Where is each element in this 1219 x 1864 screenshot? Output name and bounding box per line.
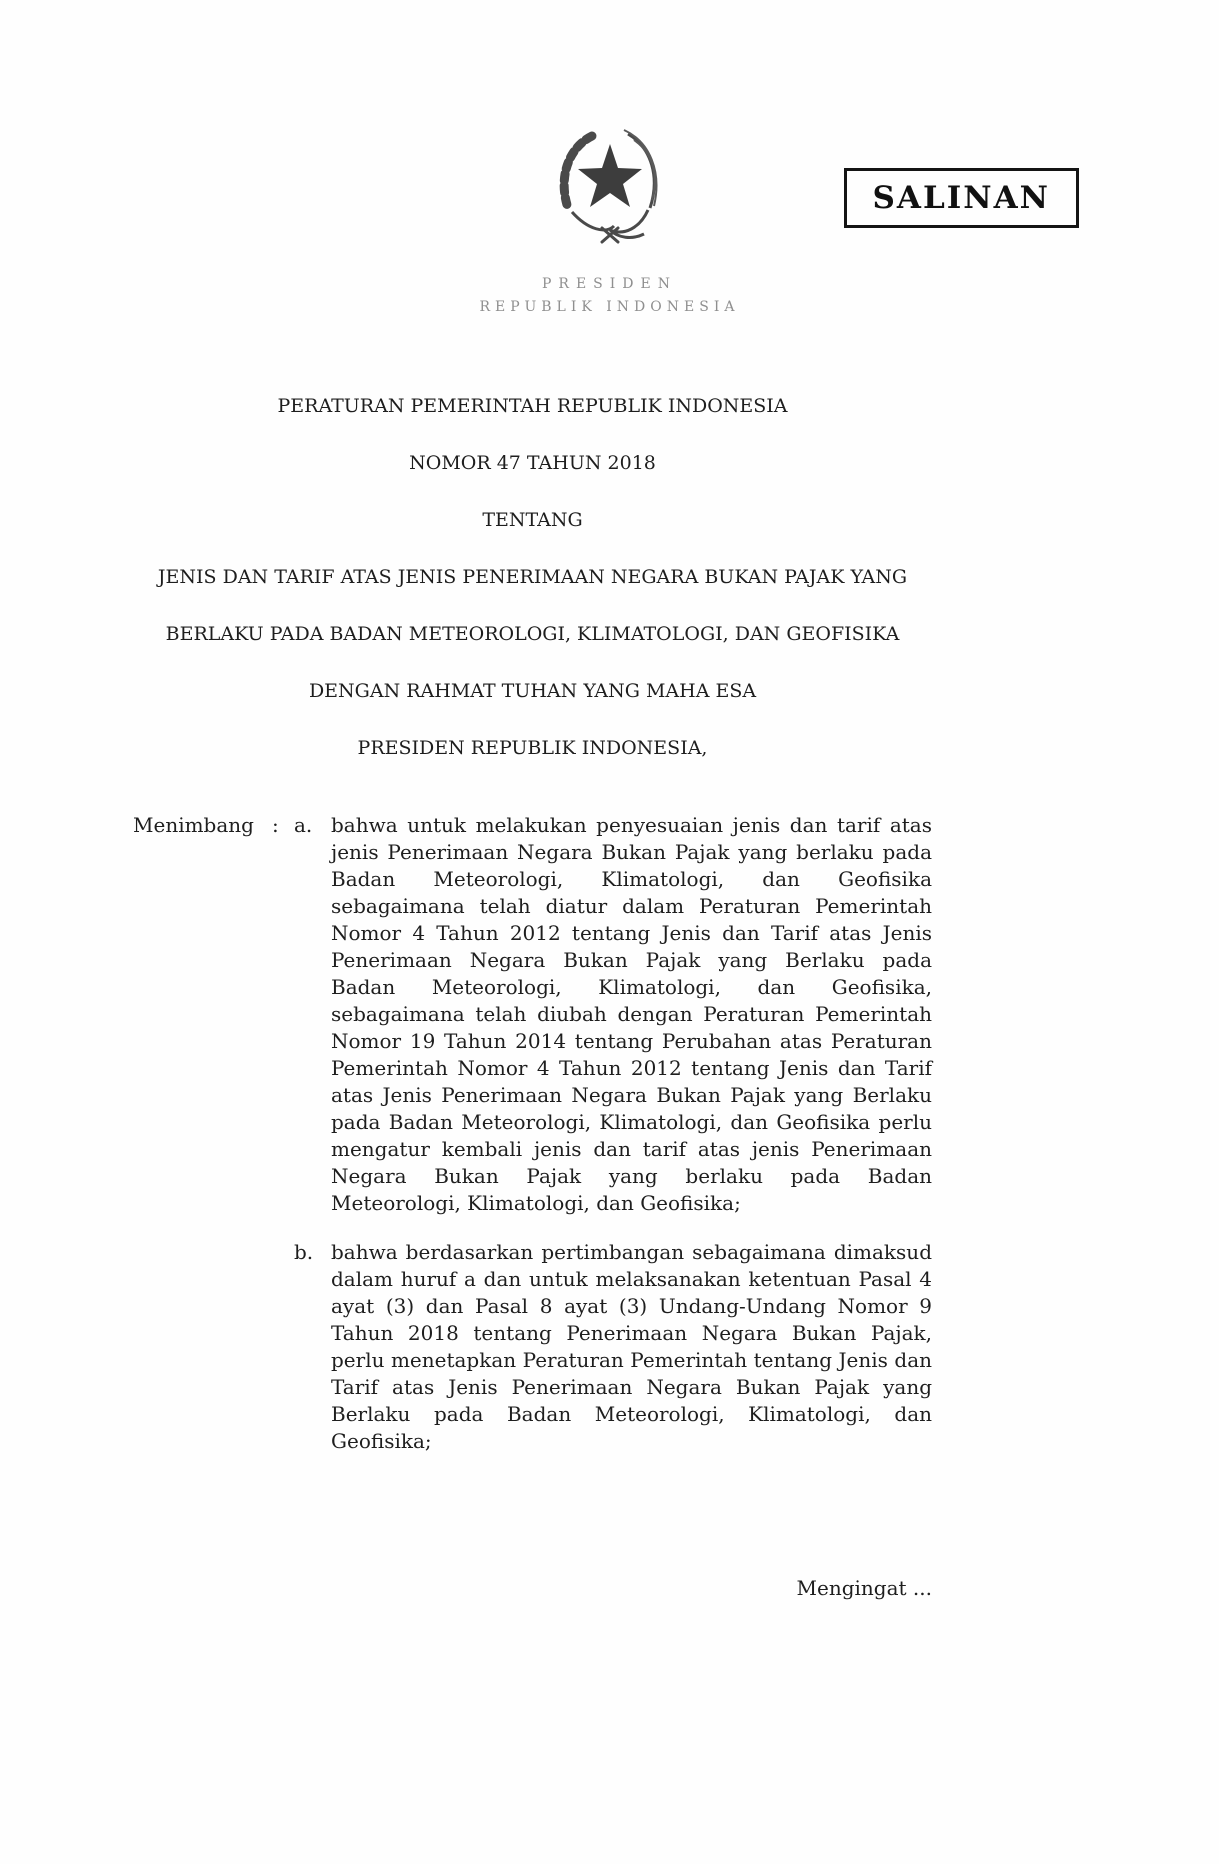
letterhead-presiden: PRESIDEN bbox=[542, 276, 677, 292]
salinan-stamp bbox=[844, 168, 1079, 228]
considering-section bbox=[133, 812, 932, 1455]
item-letter: b. bbox=[294, 1240, 314, 1264]
title-block bbox=[133, 395, 932, 760]
considering-item-a bbox=[294, 812, 932, 1217]
considering-label: Menimbang bbox=[133, 813, 254, 837]
salinan-label: SALINAN bbox=[872, 180, 1050, 216]
title-presiden-ri: PRESIDEN REPUBLIK INDONESIA, bbox=[357, 737, 708, 759]
title-tentang: TENTANG bbox=[482, 509, 583, 531]
garuda-emblem-icon bbox=[548, 126, 672, 254]
letterhead bbox=[0, 0, 1219, 315]
considering-colon: : bbox=[272, 813, 279, 837]
title-invocation: DENGAN RAHMAT TUHAN YANG MAHA ESA bbox=[308, 680, 757, 702]
considering-items bbox=[294, 812, 932, 1455]
title-subject-line-1: JENIS DAN TARIF ATAS JENIS PENERIMAAN NEGARA BUKAN PAJAK YANG bbox=[157, 566, 908, 588]
title-regulation: PERATURAN PEMERINTAH REPUBLIK INDONESIA bbox=[277, 395, 788, 417]
title-subject-line-2: BERLAKU PADA BADAN METEOROLOGI, KLIMATOLOGI, DAN GEOFISIKA bbox=[165, 623, 900, 645]
document-content bbox=[133, 395, 932, 1455]
item-letter: a. bbox=[294, 813, 313, 837]
item-text: bahwa untuk melakukan penyesuaian jenis dan tarif atas jenis Penerimaan Negara Bukan Pajak yang berlaku pada Badan Meteorologi, Klimatologi, dan Geofisika sebagaimana telah diatur dalam Peraturan Pemerintah Nomor 4 Tahun 2012 tentang Jenis dan Tarif atas Jenis Penerimaan Negara Bukan Pajak yang Berlaku pada Badan Meteorologi, Klimatologi, dan Geofisika, sebagaimana telah diubah dengan Peraturan Pemerintah Nomor 19 Tahun 2014 tentang Perubahan atas Peraturan Pemerintah Nomor 4 Tahun 2012 tentang Jenis dan Tarif atas Jenis Penerimaan Negara Bukan Pajak yang Berlaku pada Badan Meteorologi, Klimatologi, dan Geofisika perlu mengatur kembali jenis dan tarif atas jenis Penerimaan Negara Bukan Pajak yang berlaku pada Badan Meteorologi, Klimatologi, dan Geofisika; bbox=[331, 813, 932, 1215]
letterhead-republik-indonesia: REPUBLIK INDONESIA bbox=[479, 299, 740, 315]
item-text: bahwa berdasarkan pertimbangan sebagaimana dimaksud dalam huruf a dan untuk melaksanakan ketentuan Pasal 4 ayat (3) dan Pasal 8 ayat (3) Undang-Undang Nomor 9 Tahun 2018 tentang Penerimaan Negara Bukan Pajak, perlu menetapkan Peraturan Pemerintah tentang Jenis dan Tarif atas Jenis Penerimaan Negara Bukan Pajak yang Berlaku pada Badan Meteorologi, Klimatologi, dan Geofisika; bbox=[331, 1240, 932, 1453]
considering-item-b bbox=[294, 1239, 932, 1455]
catchword-mengingat: Mengingat ... bbox=[796, 1576, 932, 1600]
title-number-year: NOMOR 47 TAHUN 2018 bbox=[409, 452, 656, 474]
